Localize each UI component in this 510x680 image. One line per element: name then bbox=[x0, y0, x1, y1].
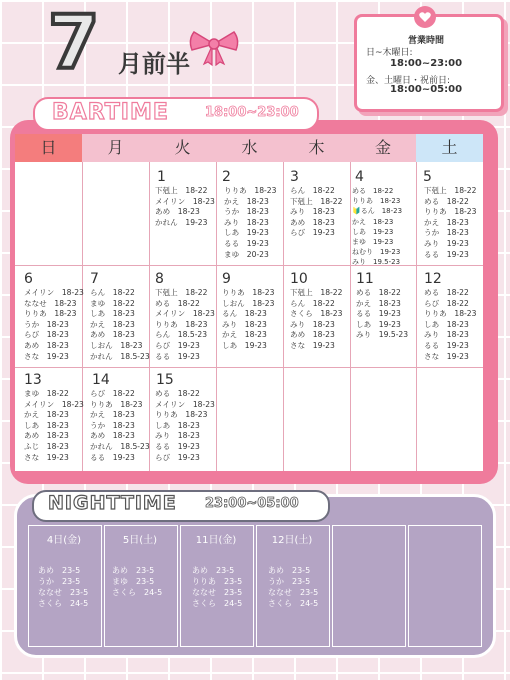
staff-list: める 18-22 かえ 18-23 るる 19-23 しあ 19-23 みり 19.5-23 bbox=[356, 288, 409, 340]
day-header-sun: 日 bbox=[15, 134, 82, 162]
day-header-mon: 月 bbox=[82, 134, 149, 162]
hours-title: 営業時間 bbox=[407, 36, 444, 46]
grid-line bbox=[283, 162, 284, 471]
date-number: 14 bbox=[92, 372, 110, 388]
day-header-fri: 金 bbox=[350, 134, 416, 162]
staff-list: らん 18-22 下剋上 18-22 みり 18-23 あめ 18-23 らび 19-23 bbox=[290, 186, 343, 238]
staff-list: 下剋上 18-22 メイリン 18-23 あめ 18-23 かれん 19-23 bbox=[155, 186, 215, 227]
date-number: 7 bbox=[90, 271, 99, 287]
grid-line bbox=[15, 265, 483, 266]
date-number: 3 bbox=[290, 169, 299, 185]
nighttime-title: NIGHTTIME bbox=[48, 492, 177, 514]
staff-list: らび 18-22 りりあ 18-23 かえ 18-23 うか 18-23 あめ 18-23 かれん 18.5-23 るる 19-23 bbox=[90, 389, 150, 462]
staff-list: らん 18-22 まゆ 18-22 しあ 18-23 かえ 18-23 あめ 18-23 しおん 18-23 かれん 18.5-23 bbox=[90, 288, 150, 361]
staff-list: まゆ 18-22 メイリン 18-23 かえ 18-23 しあ 18-23 あめ 18-23 ふじ 18-23 さな 19-23 bbox=[24, 389, 84, 462]
date-number: 9 bbox=[222, 271, 231, 287]
date-number: 10 bbox=[290, 271, 308, 287]
night-date-header: 5日(土) bbox=[122, 535, 158, 546]
day-header-tue: 火 bbox=[149, 134, 216, 162]
month-label: 月前半 bbox=[118, 50, 190, 78]
date-number: 4 bbox=[355, 169, 364, 185]
bartime-hours: 18:00~23:00 bbox=[205, 105, 299, 120]
staff-list: メイリン 18-23 ななせ 18-23 りりあ 18-23 うか 18-23 らび 18-23 あめ 18-23 さな 19-23 bbox=[24, 288, 84, 361]
date-number: 11 bbox=[356, 271, 374, 287]
weekend-label: 金、土曜日・祝前日: bbox=[366, 76, 451, 86]
night-date-header: 11日(金) bbox=[195, 535, 237, 546]
date-number: 15 bbox=[156, 372, 174, 388]
weekend-time: 18:00~05:00 bbox=[390, 84, 463, 95]
date-number: 6 bbox=[24, 271, 33, 287]
day-header-sat: 土 bbox=[416, 134, 483, 162]
night-date-header: 12日(土) bbox=[271, 535, 313, 546]
heart-icon bbox=[414, 6, 436, 28]
staff-list: 下剋上 18-22 める 18-22 メイリン 18-23 りりあ 18-23 らん 18.5-23 らび 19-23 るる 19-23 bbox=[155, 288, 215, 361]
night-staff-list: あめ 23-5 うか 23-5 ななせ 23-5 さくら 24-5 bbox=[268, 566, 319, 608]
staff-list: りりあ 18-23 しおん 18-23 るん 18-23 みり 18-23 かえ 18-23 しあ 19-23 bbox=[222, 288, 275, 350]
night-staff-list: あめ 23-5 りりあ 23-5 ななせ 23-5 さくら 24-5 bbox=[192, 566, 243, 608]
staff-list: める 18-22 らび 18-22 りりあ 18-23 しあ 18-23 みり 18-23 るる 19-23 さな 19-23 bbox=[424, 288, 477, 361]
day-header-thu: 木 bbox=[283, 134, 350, 162]
grid-line bbox=[350, 162, 351, 471]
ribbon-bow-icon bbox=[186, 26, 242, 66]
staff-list: める 18-22 りりあ 18-23 🔰るん 18-23 かえ 18-23 しあ 19-23 まゆ 19-23 ねむり 19-23 みり 19.5-23 bbox=[352, 187, 403, 267]
staff-list: 下剋上 18-22 らん 18-22 さくら 18-23 みり 18-23 あめ 18-23 さな 19-23 bbox=[290, 288, 343, 350]
night-column bbox=[408, 525, 482, 647]
weekday-label: 日~木曜日: bbox=[366, 48, 413, 58]
date-number: 12 bbox=[424, 271, 442, 287]
grid-line bbox=[216, 162, 217, 471]
date-number: 13 bbox=[24, 372, 42, 388]
night-staff-list: あめ 23-5 まゆ 23-5 さくら 24-5 bbox=[112, 566, 163, 597]
date-number: 8 bbox=[155, 271, 164, 287]
grid-line bbox=[15, 367, 483, 368]
bartime-title: BARTIME bbox=[52, 100, 169, 125]
day-header-wed: 水 bbox=[216, 134, 283, 162]
night-staff-list: あめ 23-5 うか 23-5 ななせ 23-5 さくら 24-5 bbox=[38, 566, 89, 608]
date-number: 2 bbox=[222, 169, 231, 185]
staff-list: める 18-22 メイリン 18-23 りりあ 18-23 しあ 18-23 みり 18-23 るる 19-23 らび 19-23 bbox=[155, 389, 215, 462]
date-number: 5 bbox=[423, 169, 432, 185]
date-number: 1 bbox=[157, 169, 166, 185]
night-date-header: 4日(金) bbox=[46, 535, 82, 546]
staff-list: りりあ 18-23 かえ 18-23 うか 18-23 みり 18-23 しあ 19-23 るる 19-23 まゆ 20-23 bbox=[224, 186, 277, 259]
month-number: 7 bbox=[48, 0, 100, 86]
staff-list: 下剋上 18-22 める 18-22 りりあ 18-23 かえ 18-23 うか 18-23 みり 19-23 るる 19-23 bbox=[424, 186, 477, 259]
night-column bbox=[332, 525, 406, 647]
nighttime-hours: 23:00~05:00 bbox=[205, 496, 299, 511]
grid-line bbox=[416, 162, 417, 471]
weekday-time: 18:00~23:00 bbox=[390, 58, 463, 69]
